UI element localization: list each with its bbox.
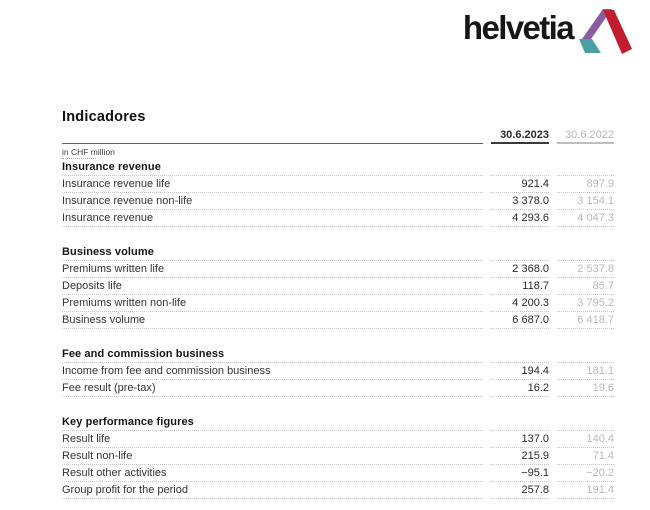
value-2023	[491, 346, 549, 363]
value-2022: 4 047.3	[557, 210, 614, 227]
row-label: Result other activities	[62, 465, 483, 482]
section-header-row	[62, 346, 614, 363]
value-2022: −20.2	[557, 465, 614, 482]
section-header-row	[62, 244, 614, 261]
table-section	[62, 244, 614, 329]
table-section	[62, 159, 614, 227]
value-2022: 19.6	[557, 380, 614, 397]
value-2022: 191.4	[557, 482, 614, 499]
page-title: Indicadores	[62, 109, 146, 125]
column-header-2022: 30.6.2022	[557, 127, 614, 144]
table-row	[62, 482, 614, 499]
value-2022: 3 795.2	[557, 295, 614, 312]
row-label: Group profit for the period	[62, 482, 483, 499]
value-2023: 4 200.3	[491, 295, 549, 312]
table-row	[62, 465, 614, 482]
table-row	[62, 363, 614, 380]
indicators-table	[62, 110, 614, 499]
row-label: Insurance revenue non-life	[62, 193, 483, 210]
value-2023: 16.2	[491, 380, 549, 397]
value-2023: 3 378.0	[491, 193, 549, 210]
helvetia-wordmark: helvetia	[462, 9, 573, 46]
column-header-row	[62, 127, 614, 144]
value-2023: −95.1	[491, 465, 549, 482]
value-2022: 85.7	[557, 278, 614, 295]
table-row	[62, 295, 614, 312]
row-label: Insurance revenue life	[62, 176, 483, 193]
header-rule	[62, 127, 483, 144]
row-label: Premiums written non-life	[62, 295, 483, 312]
row-label: Income from fee and commission business	[62, 363, 483, 380]
value-2022: 3 154.1	[557, 193, 614, 210]
row-label: Premiums written life	[62, 261, 483, 278]
row-label: Result life	[62, 431, 483, 448]
helvetia-logo-icon	[578, 8, 634, 54]
section-heading: Key performance figures	[62, 414, 483, 431]
row-label: Insurance revenue	[62, 210, 483, 227]
value-2023: 4 293.6	[491, 210, 549, 227]
value-2023: 215.9	[491, 448, 549, 465]
value-2022: 6 418.7	[557, 312, 614, 329]
value-2022	[557, 346, 614, 363]
section-heading: Business volume	[62, 244, 483, 261]
table-row	[62, 431, 614, 448]
row-label: Result non-life	[62, 448, 483, 465]
value-2022	[557, 159, 614, 176]
table-row	[62, 210, 614, 227]
table-row	[62, 448, 614, 465]
value-2022: 897.9	[557, 176, 614, 193]
column-header-2023: 30.6.2023	[491, 127, 549, 144]
section-header-row	[62, 414, 614, 431]
value-2023: 137.0	[491, 431, 549, 448]
row-label: Business volume	[62, 312, 483, 329]
value-2023: 194.4	[491, 363, 549, 380]
value-2023	[491, 159, 549, 176]
value-2022	[557, 414, 614, 431]
row-label: Deposits life	[62, 278, 483, 295]
table-section	[62, 346, 614, 397]
value-2023: 2 368.0	[491, 261, 549, 278]
value-2022	[557, 244, 614, 261]
table-row	[62, 193, 614, 210]
value-2022: 140.4	[557, 431, 614, 448]
value-2023: 257.8	[491, 482, 549, 499]
value-2023: 118.7	[491, 278, 549, 295]
value-2022: 71.4	[557, 448, 614, 465]
value-2023	[491, 244, 549, 261]
table-row	[62, 278, 614, 295]
unit-label: in CHF million	[62, 147, 115, 157]
value-2023: 6 687.0	[491, 312, 549, 329]
table-row	[62, 312, 614, 329]
table-row	[62, 380, 614, 397]
table-section	[62, 414, 614, 499]
section-header-row	[62, 159, 614, 176]
table-body	[62, 159, 614, 499]
value-2022: 2 537.8	[557, 261, 614, 278]
value-2023: 921.4	[491, 176, 549, 193]
table-row	[62, 261, 614, 278]
value-2022: 181.1	[557, 363, 614, 380]
value-2023	[491, 414, 549, 431]
section-heading: Insurance revenue	[62, 159, 483, 176]
row-label: Fee result (pre-tax)	[62, 380, 483, 397]
section-heading: Fee and commission business	[62, 346, 483, 363]
table-row	[62, 176, 614, 193]
